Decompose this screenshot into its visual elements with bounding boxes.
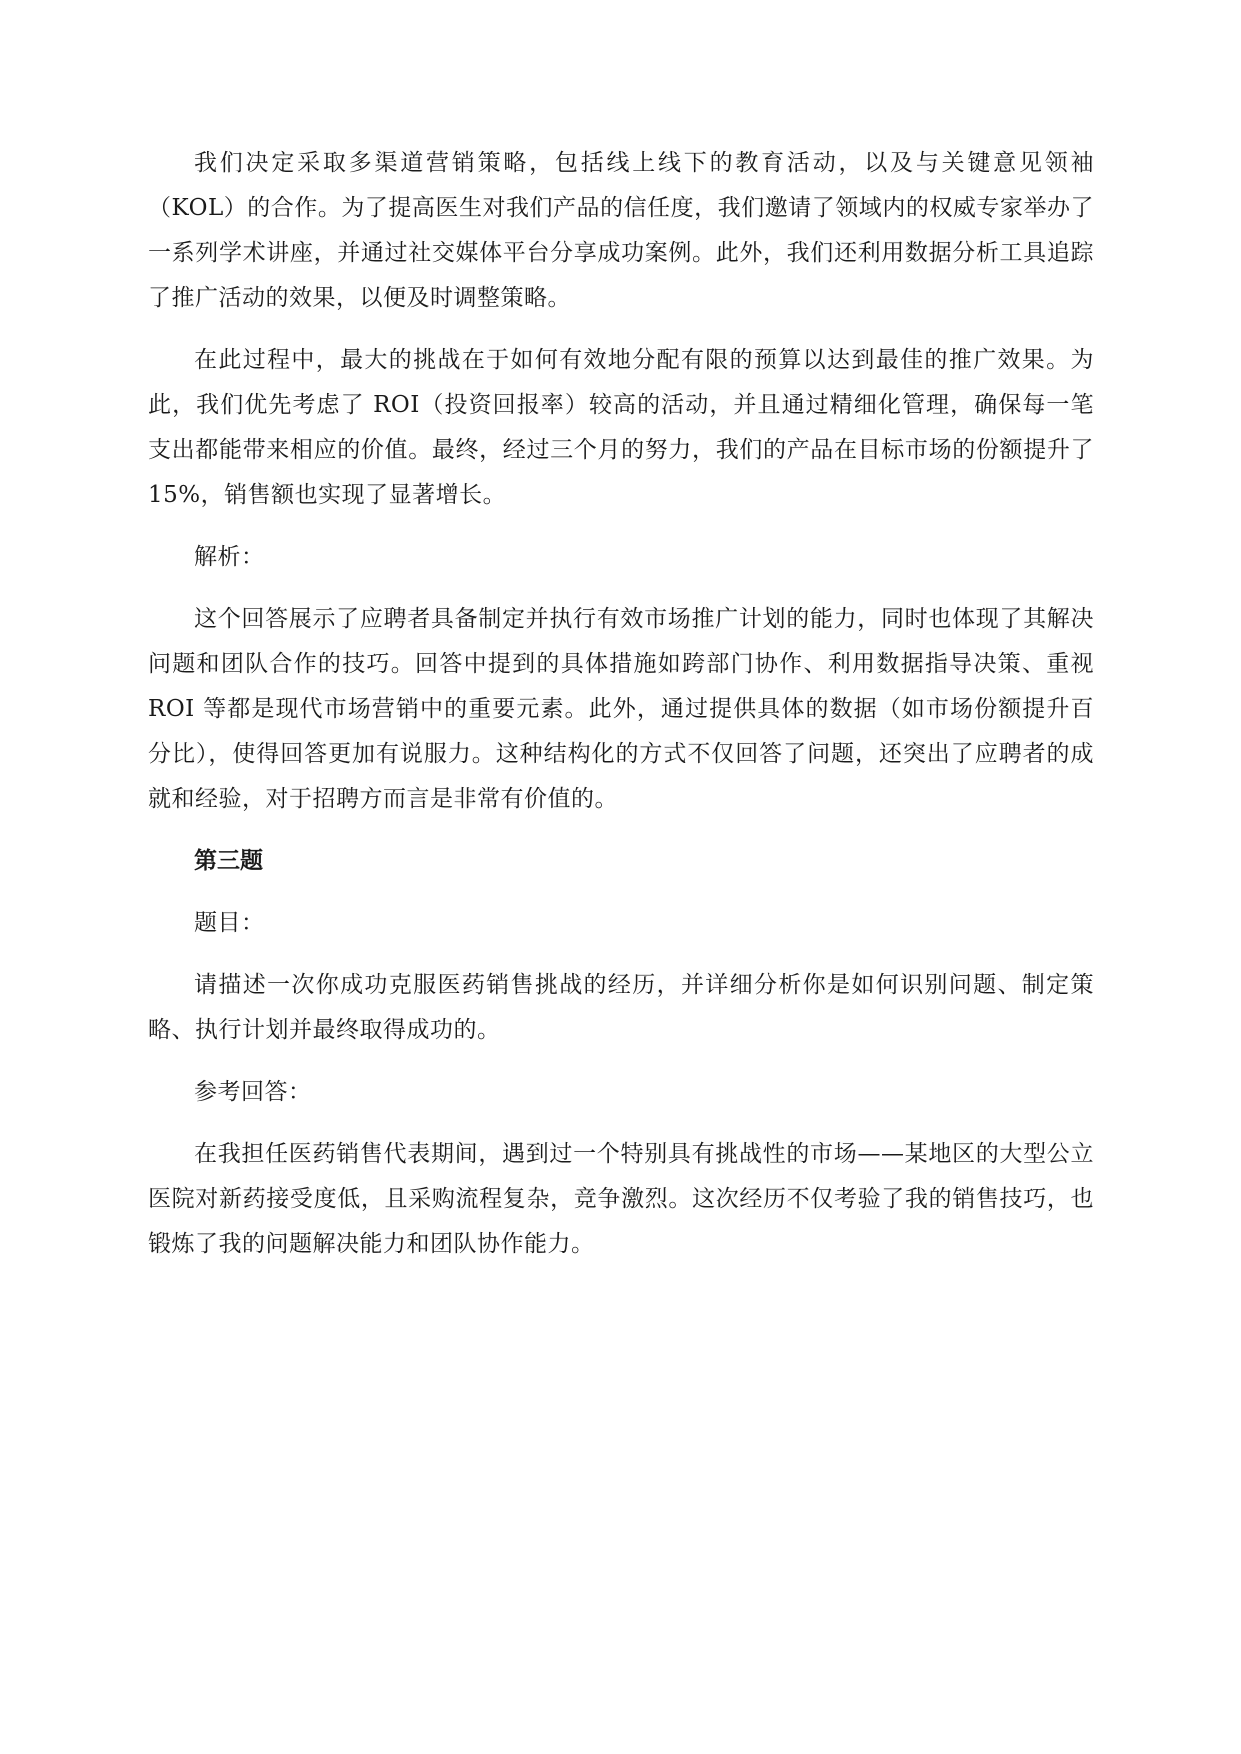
paragraph-question-label: 题目： xyxy=(194,910,265,936)
paragraph-budget-challenge: 在此过程中，最大的挑战在于如何有效地分配有限的预算以达到最佳的推广效果。为此，我们优先考虑了 ROI（投资回报率）较高的活动，并且通过精细化管理，确保每一笔支出都能带来相应的价值。最终，经过三个月的努力，我们的产品在目标市场的份额提升了 15%，销售额也实现了显著增长。 xyxy=(148,347,1094,508)
section-heading-question-three: 第三题 xyxy=(194,848,263,874)
paragraph-analysis-label: 解析： xyxy=(194,544,265,570)
paragraph-question-body: 请描述一次你成功克服医药销售挑战的经历，并详细分析你是如何识别问题、制定策略、执行计划并最终取得成功的。 xyxy=(148,972,1094,1043)
paragraph-reference-answer-body: 在我担任医药销售代表期间，遇到过一个特别具有挑战性的市场——某地区的大型公立医院对新药接受度低，且采购流程复杂，竞争激烈。这次经历不仅考验了我的销售技巧，也锻炼了我的问题解决能力和团队协作能力。 xyxy=(148,1141,1094,1257)
paragraph-multichannel-strategy: 我们决定采取多渠道营销策略，包括线上线下的教育活动，以及与关键意见领袖（KOL）的合作。为了提高医生对我们产品的信任度，我们邀请了领域内的权威专家举办了一系列学术讲座，并通过社交媒体平台分享成功案例。此外，我们还利用数据分析工具追踪了推广活动的效果，以便及时调整策略。 xyxy=(148,150,1094,311)
document-body xyxy=(148,141,1094,1284)
paragraph-reference-answer-label: 参考回答： xyxy=(194,1079,312,1105)
paragraph-analysis-body: 这个回答展示了应聘者具备制定并执行有效市场推广计划的能力，同时也体现了其解决问题和团队合作的技巧。回答中提到的具体措施如跨部门协作、利用数据指导决策、重视 ROI 等都是现代市场营销中的重要元素。此外，通过提供具体的数据（如市场份额提升百分比），使得回答更加有说服力。这种结构化的方式不仅回答了问题，还突出了应聘者的成就和经验，对于招聘方而言是非常有价值的。 xyxy=(148,606,1094,812)
